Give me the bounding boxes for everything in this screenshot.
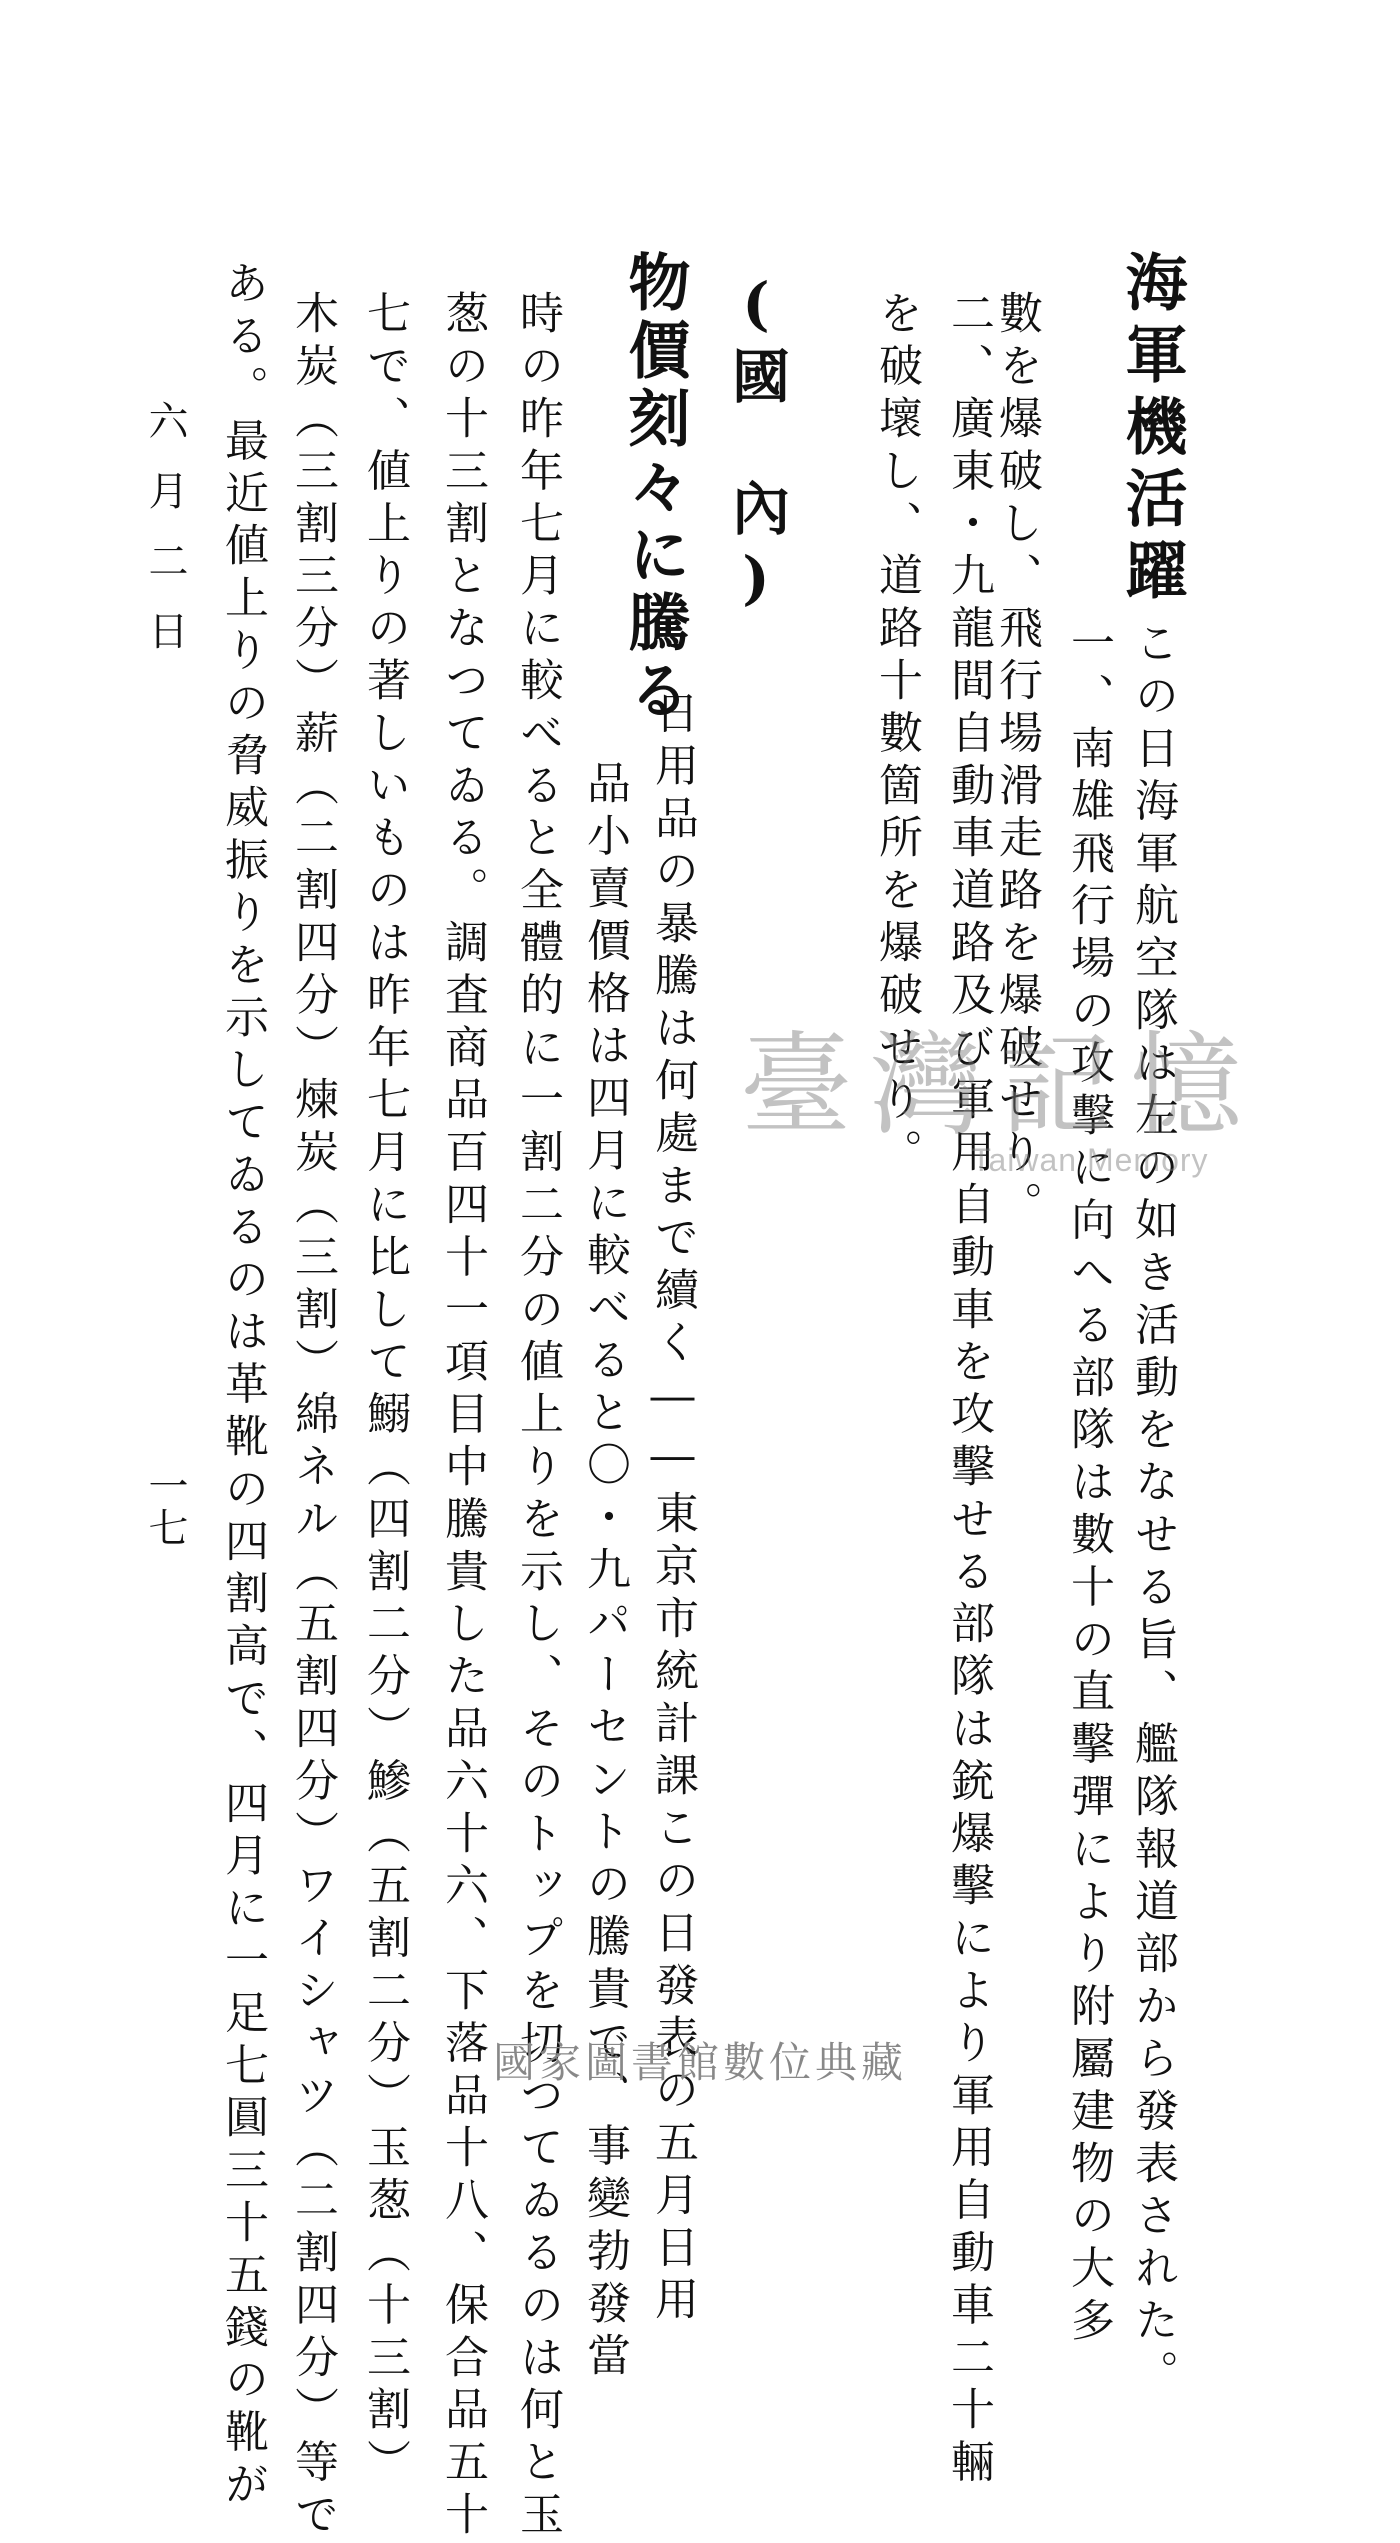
section-label-domestic: (國 內) [722,270,790,620]
article-item1-line1: 一、南雄飛行場の攻擊に向へる部隊は數十の直擊彈により附屬建物の大多 [1063,620,1114,2350]
article-item2-line1: 二、廣東・九龍間自動車道路及び軍用自動車を攻擊せる部隊は銃爆擊により軍用自動車二十輛 [943,290,994,2491]
page-date: 六月二日 [142,400,188,680]
article-body-line: 品小賣價格は四月に較べると〇・九パーセントの騰貴で、事變勃發當 [579,760,630,2385]
page-number: 一七 [142,1465,188,1549]
article-lead-line: この日海軍航空隊は左の如き活動をなせる旨、艦隊報道部から發表された。 [1127,620,1178,2402]
article-item2-line2: を破壞し、道路十數箇所を爆破せり。 [871,290,922,1181]
article-heading-navy: 海軍機活躍 [1115,250,1188,610]
watermark-subtext: Taiwan Memory [971,1142,1209,1178]
watermark [720,1021,1280,1179]
article-heading-prices: 物價刻々に騰る [618,250,691,726]
article-body-line: 日用品の暴騰は何處まで續く――東京市統計課この日發表の五月日用 [647,690,698,2329]
article-body-line: 七で、値上りの著しいものは昨年七月に比して鰯（四割二分）鰺（五割二分）玉葱（十三割） [359,290,410,2491]
article-body-line: 木炭（三割三分）薪（二割四分）煉炭（三割）綿ネル（五割四分）ワイシャツ（二割四分）等で [287,290,338,2543]
article-body-line: ある。最近値上りの脅威振りを示してゐるのは革靴の四割高で、四月に一足七圓三十五錢の靴が [217,260,268,2514]
watermark-logo-text: 臺灣記憶 [740,1021,1260,1151]
article-item1-line2: 數を爆破し、飛行場滑走路を爆破せり。 [991,290,1042,1234]
article-body-line: 葱の十三割となつてゐる。調査商品百四十一項目中騰貴した品六十六、下落品十八、保合品五十 [437,290,488,2543]
article-body-line: 時の昨年七月に較べると全體的に一割二分の値上りを示し、そのトップを切つてゐるのは何と玉 [512,290,563,2543]
footer-credit: 國家圖書館數位典藏 [492,2038,907,2087]
